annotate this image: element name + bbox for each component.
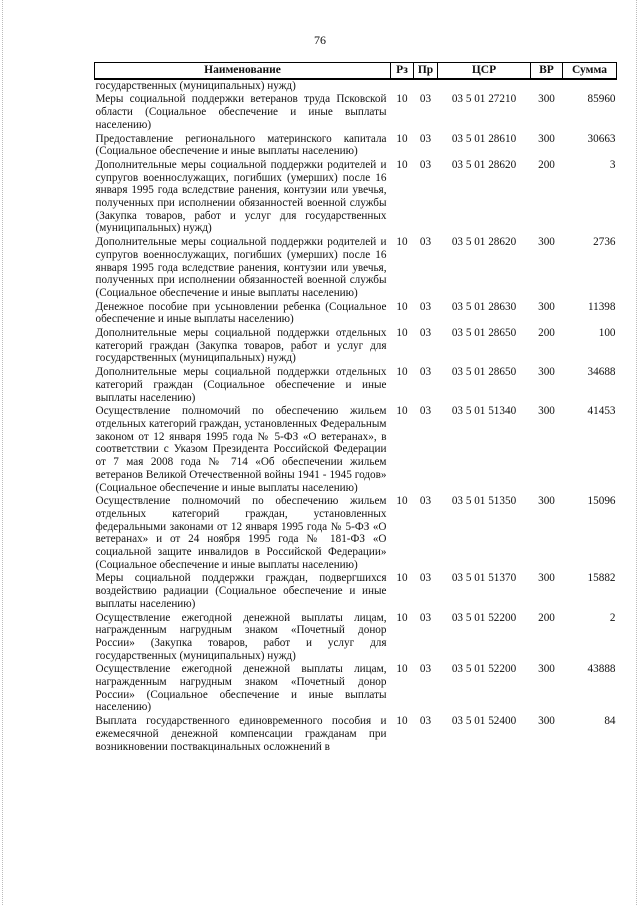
cell-rz: 10 <box>396 93 408 106</box>
cell-pr: 03 <box>419 405 432 418</box>
cell-sum: 85960 <box>587 93 616 106</box>
table-row <box>95 301 617 327</box>
cell-name: Осуществление полномочий по обеспечению жильем отдельных категорий граждан, установленных федеральными законами от 12 января 1995 года № 5-ФЗ «О ветеранах» и от 24 ноября 1995 года № 181-ФЗ «О социальной защите инвалидов в Российской Федерации» (Социальное обеспечение и иные выплаты населению) <box>95 495 387 571</box>
cell-name: Дополнительные меры социальной поддержки родителей и супругов военнослужащих, погибших (умерших) после 16 января 1995 года вследствие ранения, контузии или увечья, полученных при исполнении обязанностей военной службы (Социальное обеспечение и иные выплаты населению) <box>95 236 387 299</box>
header-vr: ВР <box>531 63 563 79</box>
table-row <box>95 405 617 495</box>
cell-csr: 03 5 01 52200 <box>451 611 517 624</box>
cell-pr <box>414 79 438 94</box>
cell-csr: 03 5 01 27210 <box>451 93 517 106</box>
cell-vr: 300 <box>538 572 555 585</box>
page-number: 76 <box>314 33 326 47</box>
cell-sum: 11398 <box>587 300 616 313</box>
cell-rz: 10 <box>396 611 408 624</box>
cell-sum: 43888 <box>587 663 616 676</box>
cell-csr: 03 5 01 28650 <box>451 327 517 340</box>
table-row <box>95 133 617 159</box>
cell-pr: 03 <box>419 572 432 585</box>
cell-vr: 300 <box>538 300 555 313</box>
table-row <box>95 79 617 94</box>
cell-rz: 10 <box>396 236 408 249</box>
cell-sum <box>563 79 617 94</box>
cell-rz: 10 <box>396 158 408 171</box>
cell-sum: 3 <box>609 158 616 171</box>
cell-rz: 10 <box>396 300 408 313</box>
cell-rz: 10 <box>396 327 408 340</box>
cell-name: Денежное пособие при усыновлении ребенка (Социальное обеспечение и иные выплаты населению) <box>95 300 387 326</box>
cell-name: Осуществление полномочий по обеспечению жильем отдельных категорий граждан, установленных Федеральным законом от 12 января 1995 года № 5-ФЗ «О ветеранах», в соответствии с Указом Президента Российской Федерации от 7 мая 2008 года № 714 «Об обеспечении жильем ветеранов Великой Отечественной войны 1941 - 1945 годов» (Социальное обеспечение и иные выплаты населению) <box>95 405 387 494</box>
cell-name: государственных (муниципальных) нужд) <box>95 79 296 92</box>
table-row <box>95 495 617 572</box>
cell-name: Дополнительные меры социальной поддержки отдельных категорий граждан (Социальное обеспечение и иные выплаты населению) <box>95 366 387 404</box>
cell-vr: 200 <box>538 611 555 624</box>
cell-pr: 03 <box>419 327 432 340</box>
table-header-row <box>95 63 617 79</box>
cell-vr: 200 <box>538 327 555 340</box>
table-row <box>95 159 617 236</box>
header-sum: Сумма <box>563 63 617 79</box>
cell-sum: 15096 <box>587 495 616 508</box>
cell-pr: 03 <box>419 495 432 508</box>
cell-name: Меры социальной поддержки граждан, подвергшихся воздействию радиации (Социальное обеспечение и иные выплаты населению) <box>95 572 387 610</box>
table-row <box>95 612 617 664</box>
right-margin-line <box>636 0 637 905</box>
cell-pr: 03 <box>419 663 432 676</box>
cell-name: Осуществление ежегодной денежной выплаты лицам, награжденным нагрудным знаком «Почетный донор России» (Социальное обеспечение и иные выплаты населению) <box>95 663 387 714</box>
cell-rz: 10 <box>396 132 408 145</box>
cell-pr: 03 <box>419 93 432 106</box>
cell-csr: 03 5 01 28620 <box>451 158 517 171</box>
cell-name: Дополнительные меры социальной поддержки отдельных категорий граждан (Закупка товаров, работ и услуг для государственных (муниципальных) нужд) <box>95 327 387 365</box>
cell-vr: 300 <box>538 405 555 418</box>
cell-sum: 2 <box>609 611 616 624</box>
table-row <box>95 93 617 132</box>
cell-rz: 10 <box>396 663 408 676</box>
table-row <box>95 366 617 405</box>
cell-csr: 03 5 01 51350 <box>451 495 517 508</box>
cell-pr: 03 <box>419 366 432 379</box>
left-margin-line <box>2 0 3 905</box>
cell-pr: 03 <box>419 715 432 728</box>
cell-sum: 34688 <box>587 366 616 379</box>
cell-vr: 300 <box>538 495 555 508</box>
cell-csr: 03 5 01 51370 <box>451 572 517 585</box>
cell-name: Дополнительные меры социальной поддержки родителей и супругов военнослужащих, погибших (умерших) после 16 января 1995 года вследствие ранения, контузии или увечья, полученных при исполнении обязанностей военной службы (Закупка товаров, работ и услуг для государственных (муниципальных) нужд) <box>95 158 387 235</box>
cell-pr: 03 <box>419 132 432 145</box>
cell-vr: 300 <box>538 93 555 106</box>
cell-vr: 200 <box>538 158 555 171</box>
cell-rz: 10 <box>396 715 408 728</box>
cell-csr: 03 5 01 28620 <box>451 236 517 249</box>
cell-sum: 100 <box>598 327 616 340</box>
cell-vr: 300 <box>538 366 555 379</box>
cell-rz: 10 <box>396 405 408 418</box>
cell-csr: 03 5 01 28630 <box>451 300 517 313</box>
cell-name: Выплата государственного единовременного пособия и ежемесячной денежной компенсации гражданам при возникновении поствакцинальных осложнений в <box>95 715 387 753</box>
cell-vr: 300 <box>538 132 555 145</box>
cell-rz: 10 <box>396 366 408 379</box>
cell-csr: 03 5 01 28650 <box>451 366 517 379</box>
cell-csr: 03 5 01 28610 <box>451 132 517 145</box>
cell-csr <box>438 79 531 94</box>
cell-pr: 03 <box>419 236 432 249</box>
cell-rz: 10 <box>396 495 408 508</box>
cell-vr: 300 <box>538 236 555 249</box>
cell-pr: 03 <box>419 158 432 171</box>
cell-pr: 03 <box>419 300 432 313</box>
cell-sum: 15882 <box>587 572 616 585</box>
header-csr: ЦСР <box>438 63 531 79</box>
table-row <box>95 715 617 754</box>
cell-name: Осуществление ежегодной денежной выплаты лицам, награжденным нагрудным знаком «Почетный донор России» (Закупка товаров, работ и услуг для государственных (муниципальных) нужд) <box>95 611 387 662</box>
cell-csr: 03 5 01 51340 <box>451 405 517 418</box>
header-pr: Пр <box>414 63 438 79</box>
cell-pr: 03 <box>419 611 432 624</box>
cell-sum: 41453 <box>587 405 616 418</box>
header-rz: Рз <box>391 63 414 79</box>
cell-vr <box>531 79 563 94</box>
cell-csr: 03 5 01 52200 <box>451 663 517 676</box>
cell-sum: 30663 <box>587 132 616 145</box>
cell-vr: 300 <box>538 715 555 728</box>
cell-rz: 10 <box>396 572 408 585</box>
table-row <box>95 572 617 611</box>
cell-vr: 300 <box>538 663 555 676</box>
cell-sum: 84 <box>604 715 616 728</box>
table-row <box>95 327 617 366</box>
table-row <box>95 236 617 301</box>
cell-csr: 03 5 01 52400 <box>451 715 517 728</box>
cell-sum: 2736 <box>593 236 616 249</box>
header-name: Наименование <box>95 63 391 79</box>
cell-name: Предоставление регионального материнского капитала (Социальное обеспечение и иные выплаты населению) <box>95 132 387 158</box>
budget-table <box>94 62 617 754</box>
cell-name: Меры социальной поддержки ветеранов труда Псковской области (Социальное обеспечение и иные выплаты населению) <box>95 93 387 131</box>
table-row <box>95 663 617 715</box>
cell-rz <box>391 79 414 94</box>
